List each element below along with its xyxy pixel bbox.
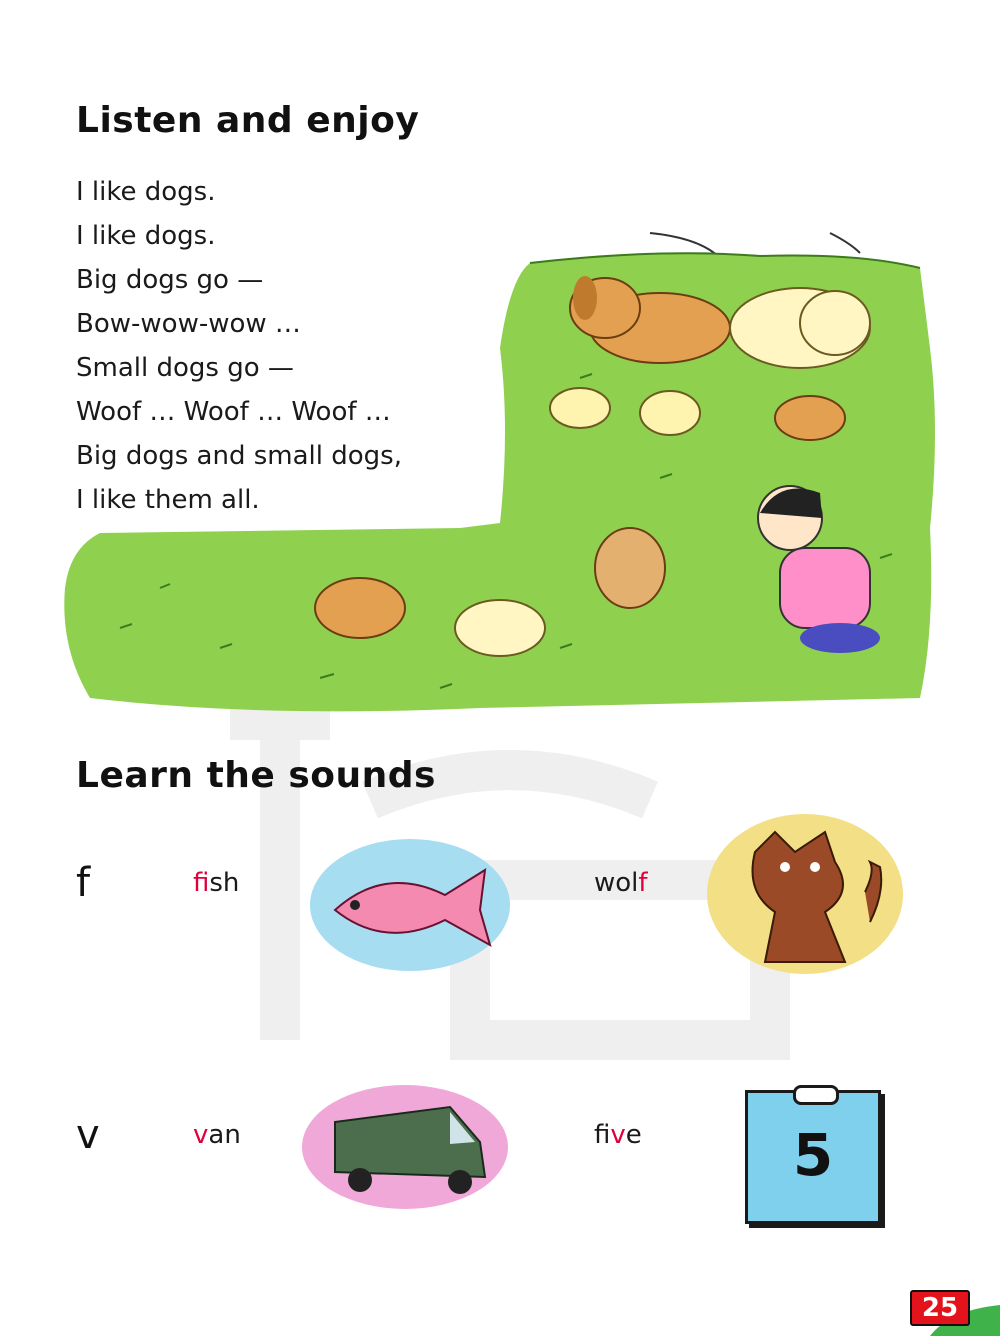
poem-line: Big dogs go — [76, 265, 264, 295]
word-highlight: v [193, 1120, 209, 1150]
page-number: 25 [910, 1290, 970, 1326]
word-wolf [594, 868, 648, 898]
calendar-five-picture [745, 1090, 881, 1224]
poem-line: Bow-wow-wow … [76, 309, 301, 339]
word-fish [193, 868, 239, 898]
poem-line: I like them all. [76, 485, 260, 515]
word-van [193, 1120, 241, 1150]
poem-line: Small dogs go — [76, 353, 294, 383]
word-five [594, 1120, 642, 1150]
calendar-ring-icon [793, 1085, 839, 1105]
word-prefix: wol [594, 868, 639, 898]
word-suffix: ish [209, 868, 240, 898]
letter-v: v [76, 1112, 100, 1158]
word-highlight: f [638, 868, 648, 898]
word-suffix: e [625, 1120, 642, 1150]
poem-line: I like dogs. [76, 177, 216, 207]
listen-heading: Listen and enjoy [76, 100, 420, 141]
van-picture [300, 1082, 510, 1212]
wolf-picture [705, 812, 905, 977]
letter-f: f [76, 860, 91, 906]
sounds-heading: Learn the sounds [76, 755, 436, 796]
poem-line: Woof … Woof … Woof … [76, 397, 391, 427]
word-suffix: an [208, 1120, 241, 1150]
word-highlight: f [193, 868, 210, 898]
dogs-illustration [60, 228, 940, 718]
calendar-number: 5 [792, 1121, 834, 1189]
word-prefix: fi [594, 1120, 611, 1150]
big-cream-dog [730, 288, 870, 368]
fish-picture [305, 835, 515, 975]
poem-line: Big dogs and small dogs, [76, 441, 402, 471]
poem-line: I like dogs. [76, 221, 216, 251]
word-highlight: v [610, 1120, 626, 1150]
